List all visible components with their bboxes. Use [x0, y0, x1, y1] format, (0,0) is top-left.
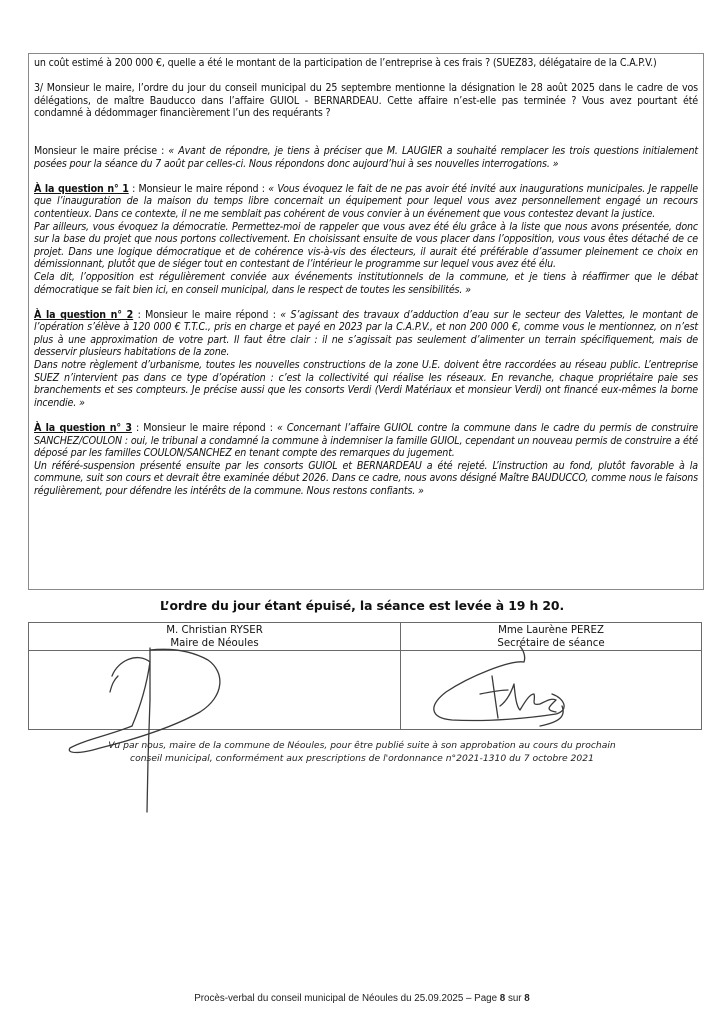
publication-note [0, 740, 724, 765]
preamble-lead: Monsieur le maire précise : [34, 144, 169, 157]
mayor-name: M. Christian RYSER [166, 625, 263, 636]
footer-text: Procès-verbal du conseil municipal de Néoules du 25.09.2025 – Page [194, 993, 500, 1004]
answer-1-lead: : Monsieur le maire répond : [128, 182, 269, 195]
answer-1-text-1: « Vous évoquez le fait de ne pas avoir été invité aux inaugurations municipales. Je rappelle que l’inauguration de la maison du temps libre concernait un équipement pour lequel vous avez personnellement engagé un recours contentieux. Dans ce contexte, il ne me semblait pas cohérent de vous convier à un événement que vous contestez devant la justice. [34, 182, 698, 220]
footer-total-pages: 8 [524, 993, 530, 1004]
answer-2-lead: : Monsieur le maire répond : [133, 308, 281, 321]
question-3-paragraph: 3/ Monsieur le maire, l’ordre du jour du conseil municipal du 25 septembre mentionne la désignation le 28 août 2025 dans le cadre de vos délégations, de maître Bauducco dans l’affaire GUIOL - BERNARDEAU. Cette affaire n’est-elle pas terminée ? Vous avez pourtant été condamné à dédommager financièrement l’un des requérants ? [34, 82, 698, 120]
answer-1-label: À la question n° 1 [34, 182, 129, 195]
answer-3-lead: : Monsieur le maire répond : [131, 422, 277, 435]
footer-of: sur [505, 993, 525, 1004]
publication-note-line-1: Vu par nous, maire de la commune de Néoules, pour être publié suite à son approbation au cours du prochain [108, 740, 616, 751]
continuation-paragraph: un coût estimé à 200 000 €, quelle a été le montant de la participation de l’entreprise à ces frais ? (SUEZ83, délégataire de la C.A.P.V.) [34, 57, 657, 69]
preamble-quote: « Avant de répondre, je tiens à préciser que M. LAUGIER a souhaité remplacer les trois questions initialement posées pour la séance du 7 août par celles-ci. Nous répondons donc aujourd’hui à ses nouvelles interrogations. » [34, 144, 698, 170]
answer-2-paragraph-2: Dans notre règlement d’urbanisme, toutes les nouvelles constructions de la zone U.E. doivent être raccordées au réseau public. L’entreprise SUEZ n’intervient pas dans ce type d’opération : c’est la collectivité qui réalise les réseaux. En revanche, chaque propriétaire paie ses branchements et ses compteurs. Je précise aussi que les consorts Verdi (Verdi Matériaux et monsieur Verdi) ont financé eux-mêmes la borne incendie. » [34, 359, 698, 409]
page-footer [0, 993, 724, 1004]
answer-3-text-1: « Concernant l’affaire GUIOL contre la commune dans le cadre du permis de construire SANCHEZ/COULON : oui, le tribunal a condamné la commune à indemniser la famille GUIOL, cependant un nouveau permis de construire a été déposé par les familles COULON/SANCHEZ en tenant compte des remarques du jugement. [34, 422, 698, 460]
secretary-title: Secrétaire de séance [497, 638, 605, 649]
answer-2-text-1: « S’agissant des travaux d’adduction d’eau sur le secteur des Valettes, le montant de l’opération s’élève à 120 000 € T.T.C., pris en charge et payé en 2023 par la C.A.P.V., et non 200 000 €, comme vous le mentionnez, on n’est plus à une approximation de votre part. Il faut être clair : il ne s’agissait pas seulement d’alimenter un terrain spécifiquement, mais de desservir plusieurs habitations de la zone. [34, 308, 698, 359]
answer-2-label: À la question n° 2 [34, 308, 134, 321]
answer-1-paragraph-3: Cela dit, l’opposition est régulièrement conviée aux événements institutionnels de la commune, et je tiens à réaffirmer que le débat démocratique se fait bien ici, en conseil municipal, dans le respect de toutes les sensibilités. » [34, 270, 698, 296]
footer-page-number: 8 [499, 993, 506, 1004]
mayor-title: Maire de Néoules [170, 638, 259, 649]
closing-statement: L’ordre du jour étant épuisé, la séance est levée à 19 h 20. [159, 598, 565, 613]
answer-1-paragraph-2: Par ailleurs, vous évoquez la démocratie. Permettez-moi de rappeler que vous avez été élu grâce à la liste que nous avons présentée, donc sur la base du projet que nous portons collectivement. En choisissant ensuite de vous placer dans l’opposition, vous vous êtes détaché de ce projet. Dans une logique démocratique et de cohérence vis-à-vis des électeurs, il aurait été préférable d’assumer pleinement ce choix en démissionnant, plutôt que de siéger tout en contestant de l’intérieur le programme sur lequel vous avez été élu. [34, 220, 698, 271]
answer-3-label: À la question n° 3 [34, 422, 132, 435]
publication-note-line-2: conseil municipal, conformément aux prescriptions de l'ordonnance n°2021-1310 du 7 octobre 2021 [130, 752, 594, 764]
secretary-name: Mme Laurène PEREZ [498, 625, 604, 636]
answer-3-paragraph-2: Un référé-suspension présenté ensuite par les consorts GUIOL et BERNARDEAU a été rejeté. L’instruction au fond, plutôt favorable à la commune, suit son cours et devrait être examinée début 2026. Dans ce cadre, nous avons désigné Maître BAUDUCCO, comme nous le faisons régulièrement, pour défendre les intérêts de la commune. Nous restons confiants. » [34, 459, 698, 497]
